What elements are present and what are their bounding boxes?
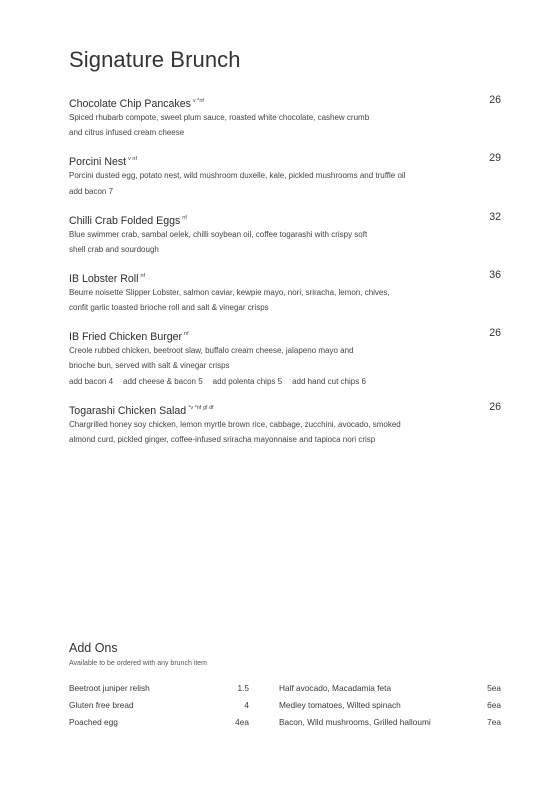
extra-option: add bacon 4 [69,377,114,386]
extra-option: add polenta chips 5 [212,377,283,386]
addons-right-column [279,683,501,734]
addon-name: Beetroot juniper relish [69,683,150,693]
menu-item-name-text: Chilli Crab Folded Eggs [69,215,181,227]
addon-name: Poached egg [69,717,118,727]
description-line: Blue swimmer crab, sambal oelek, chilli soybean oil, coffee togarashi with crispy soft [69,230,368,239]
dietary-tags: nf [182,215,187,221]
dietary-tags: nf [140,273,146,279]
menu-item-extras [69,184,501,199]
menu-item-header [69,269,501,283]
menu-item-description [69,110,501,140]
description-line: shell crab and sourdough [69,245,159,254]
menu-item-name-text: Chocolate Chip Pancakes [69,98,191,110]
addon-row [69,683,249,700]
addon-price: 7ea [487,717,501,727]
menu-item-price: 32 [489,211,501,223]
addon-price: 5ea [487,683,501,693]
description-line: almond curd, pickled ginger, coffee-infused sriracha mayonnaise and tapioca nori crisp [69,435,376,444]
extra-option: add hand cut chips 6 [292,377,366,386]
extra-option: add bacon 7 [69,187,114,196]
menu-item-name [69,273,145,285]
menu-item-description [69,285,501,315]
addons-title: Add Ons [69,641,118,655]
addon-name: Half avocado, Macadamia feta [279,683,392,693]
addon-price: 4ea [235,717,249,727]
menu-item-description [69,168,501,183]
description-line: brioche bun, served with salt & vinegar crisps [69,361,230,370]
menu-item-name-text: IB Fried Chicken Burger [69,331,183,343]
addon-row [279,717,501,734]
page-title: Signature Brunch [69,47,241,72]
description-line: Chargrilled honey soy chicken, lemon myrtle brown rice, cabbage, zucchini, avocado, smoked [69,420,401,429]
menu-item-price: 36 [489,269,501,281]
menu-item-header [69,94,501,108]
dietary-tags: *v *nf gf df [188,405,214,411]
menu-item [69,327,501,389]
menu-item-header [69,152,501,166]
addon-name: Bacon, Wild mushrooms, Grilled halloumi [279,717,431,727]
menu-item [69,152,501,199]
description-line: confit garlic toasted brioche roll and salt & vinegar crisps [69,303,269,312]
menu-item-header [69,327,501,341]
description-line: Creole rubbed chicken, beetroot slaw, buffalo cream cheese, jalapeno mayo and [69,346,354,355]
dietary-tags: nf [184,331,189,337]
addon-row [279,683,501,700]
menu-item-name [69,156,137,168]
extra-option: add cheese & bacon 5 [123,377,203,386]
menu-item-header [69,211,501,225]
menu-item-extras [69,374,501,389]
addons-subtitle: Available to be ordered with any brunch item [69,660,208,667]
addon-row [69,700,249,717]
menu-item-header [69,401,501,415]
description-line: and citrus infused cream cheese [69,128,185,137]
addons-left-column [69,683,249,734]
menu-item-name [69,215,187,227]
menu-item [69,401,501,447]
menu-item [69,211,501,257]
addon-name: Gluten free bread [69,700,134,710]
menu-item-price: 26 [489,401,501,413]
menu-item-name [69,405,214,417]
menu-item-price: 26 [489,327,501,339]
menu-item [69,269,501,315]
dietary-tags: v nf [128,156,137,162]
addon-row [69,717,249,734]
menu-item-description [69,227,501,257]
description-line: Spiced rhubarb compote, sweet plum sauce, roasted white chocolate, cashew crumb [69,113,370,122]
addon-price: 1.5 [237,683,249,693]
menu-item-description [69,343,501,373]
menu-item-price: 26 [489,94,501,106]
addon-price: 4 [244,700,249,710]
description-line: Beurre noisette Slipper Lobster, salmon caviar, kewpie mayo, nori, sriracha, lemon, chives, [69,288,390,297]
menu-item-name-text: Porcini Nest [69,156,127,168]
addon-price: 6ea [487,700,501,710]
menu-item-name-text: Togarashi Chicken Salad [69,405,187,417]
menu-item-price: 29 [489,152,501,164]
menu-item-name [69,98,204,110]
menu-item [69,94,501,140]
menu-item-name [69,331,189,343]
menu-item-name-text: IB Lobster Roll [69,273,139,285]
description-line: Porcini dusted egg, potato nest, wild mushroom duxelle, kale, pickled mushrooms and truffle oil [69,171,406,180]
menu-item-description [69,417,501,447]
addon-row [279,700,501,717]
dietary-tags: v *nf [192,98,204,104]
addon-name: Medley tomatoes, Wilted spinach [279,700,401,710]
